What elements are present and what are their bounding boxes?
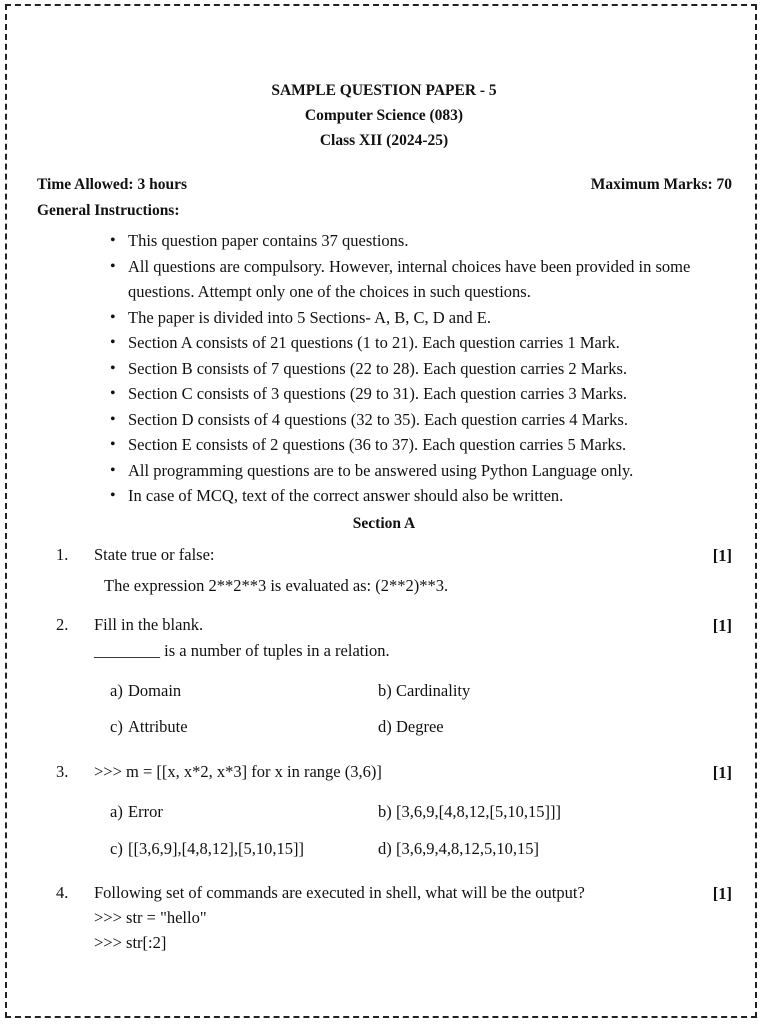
question-marks: [1]	[712, 546, 732, 565]
instruction-item: • Section E consists of 2 questions (36 to 37). Each question carries 5 Marks.	[104, 432, 714, 458]
instruction-item: • Section D consists of 4 questions (32 to 35). Each question carries 4 Marks.	[104, 407, 714, 433]
option-label: a)	[110, 802, 123, 821]
question-text: Fill in the blank.	[94, 615, 204, 634]
question-marks: [1]	[712, 884, 732, 903]
code-line: >>> str[:2]	[94, 933, 167, 952]
option-text: [3,6,9,4,8,12,5,10,15]	[396, 839, 539, 858]
instruction-item: • All questions are compulsory. However, internal choices have been provided in some questions. Attempt only one of the choices in such questions.	[104, 254, 714, 305]
code-line: >>> str = "hello"	[94, 908, 207, 927]
instruction-item: • This question paper contains 37 questions.	[104, 228, 714, 254]
option-label: d)	[378, 717, 392, 736]
instruction-item: • The paper is divided into 5 Sections- A, B, C, D and E.	[104, 305, 714, 331]
instruction-item: • All programming questions are to be answered using Python Language only.	[104, 458, 714, 484]
instruction-item: • Section C consists of 3 questions (29 to 31). Each question carries 3 Marks.	[104, 381, 714, 407]
question-text: >>> m = [[x, x*2, x*3] for x in range (3,6)]	[94, 762, 382, 781]
instruction-item: • Section B consists of 7 questions (22 to 28). Each question carries 2 Marks.	[104, 356, 714, 382]
instructions-list	[104, 228, 714, 509]
option-label: c)	[110, 717, 123, 736]
section-heading: Section A	[352, 515, 416, 532]
question-number: 3.	[56, 762, 69, 781]
option-d	[378, 717, 444, 737]
subject-title: Computer Science (083)	[304, 107, 464, 124]
option-text: Degree	[396, 717, 444, 736]
question-text: Following set of commands are executed in shell, what will be the output?	[94, 883, 585, 902]
option-a	[110, 681, 181, 701]
instruction-item: • In case of MCQ, text of the correct answer should also be written.	[104, 483, 714, 509]
option-a	[110, 802, 163, 822]
option-label: c)	[110, 839, 123, 858]
maximum-marks: Maximum Marks: 70	[590, 176, 732, 193]
question-number: 1.	[56, 545, 69, 564]
option-b	[378, 681, 470, 701]
option-text: [3,6,9,[4,8,12,[5,10,15]]]	[396, 802, 561, 821]
option-text: Cardinality	[396, 681, 471, 700]
option-text: Attribute	[128, 717, 188, 736]
class-title: Class XII (2024-25)	[319, 132, 449, 149]
question-statement: The expression 2**2**3 is evaluated as: (2**2)**3.	[104, 576, 449, 595]
question-marks: [1]	[712, 616, 732, 635]
option-c	[110, 717, 188, 737]
option-label: b)	[378, 802, 392, 821]
question-statement: ________ is a number of tuples in a relation.	[94, 641, 390, 660]
time-allowed: Time Allowed: 3 hours	[37, 176, 187, 193]
option-label: b)	[378, 681, 392, 700]
paper-title: SAMPLE QUESTION PAPER - 5	[271, 82, 497, 99]
instructions-heading: General Instructions:	[37, 202, 180, 219]
option-label: d)	[378, 839, 392, 858]
option-c	[110, 839, 304, 859]
option-text: [[3,6,9],[4,8,12],[5,10,15]]	[128, 839, 304, 858]
page-border	[5, 4, 757, 1018]
instruction-item: • Section A consists of 21 questions (1 to 21). Each question carries 1 Mark.	[104, 330, 714, 356]
option-label: a)	[110, 681, 123, 700]
option-d	[378, 839, 539, 859]
option-text: Error	[128, 802, 163, 821]
question-number: 4.	[56, 883, 69, 902]
question-marks: [1]	[712, 763, 732, 782]
question-text: State true or false:	[94, 545, 215, 564]
option-text: Domain	[128, 681, 182, 700]
option-b	[378, 802, 561, 822]
question-number: 2.	[56, 615, 69, 634]
